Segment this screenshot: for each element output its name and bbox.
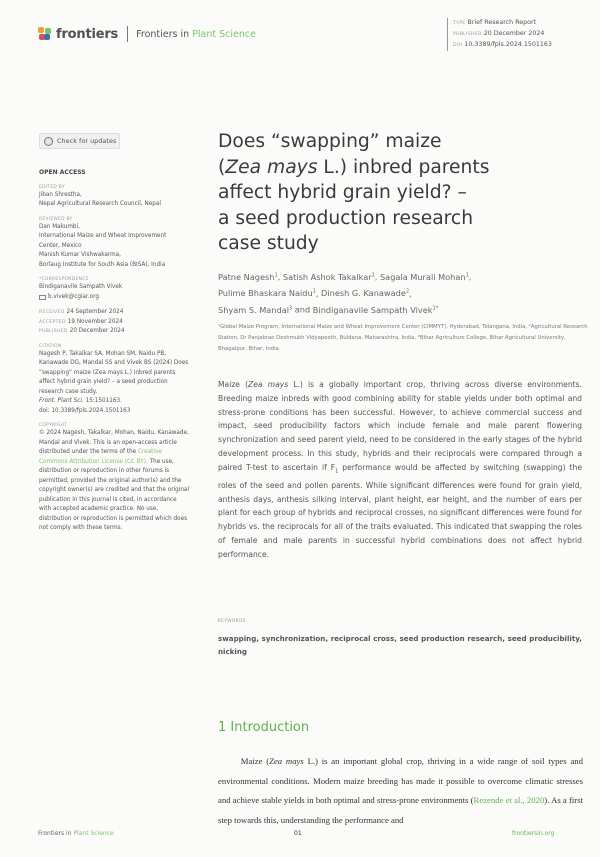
author[interactable]: Pulime Bhaskara Naidu$^1$ <box>218 288 316 299</box>
keywords-label: KEYWORDS <box>218 619 246 624</box>
doi-value[interactable]: 10.3389/fpls.2024.1501163 <box>464 41 552 48</box>
footer-journal-prefix: Frontiers in <box>38 830 72 837</box>
doi-label: DOI <box>453 43 463 48</box>
correspondence-name: Bindiganavile Sampath Vivek <box>39 284 123 290</box>
edited-by-label: EDITED BY <box>39 184 65 190</box>
article-doi <box>453 40 552 51</box>
affiliations: ¹Global Maize Program, International Maize and Wheat Improvement Center (CIMMYT), Hyderabad, Telangana, India, ²Agricultural Research Station, Dr Panjabrao Deshmukh Vidyapeeth, Buldana, Maharashtra, India, ³Bihar Agriculture College, Bihar Agricultural University, Bhagalpur, Bihar, India <box>218 324 588 352</box>
type-label: TYPE <box>453 21 466 26</box>
title-species: Zea mays <box>225 156 318 178</box>
abstract: Maize (Zea mays L.) is a globally important crop, thriving across diverse environments. Breeding maize inbreds with good combining ability for stable yields under both optimal and stress-prone conditions has been successful. However, to achieve commercial success and impact, seed producibility factors which include female and male parent flowering synchronization and seed parent yield, need to be considered in the early stages of the hybrid development process. In this study, hybrids and their reciprocals were compared through a paired T-test to ascertain if $F_1$ performance would be affected by switching (swapping) the roles of the seed and pollen parents. While significant differences were found for grain yield, anthesis days, anthesis silking interval, plant height, ear height, and the number of ears per plant for each group of hybrids and reciprocal crosses, no significant differences were found for hybrids vs. the reciprocals for all of the traits evaluated. This indicated that swapping the roles of female and male parents in successful hybrid combinations does not affect hybrid performance. <box>218 380 582 559</box>
journal-name <box>136 29 256 40</box>
logo-divider <box>127 26 128 42</box>
cc-license-link[interactable]: Creative Commons Attribution License (CC BY). <box>39 449 162 465</box>
title-line: a seed production research <box>218 207 474 229</box>
frontiers-logo-icon <box>38 27 52 41</box>
citation-label: CITATION <box>39 343 62 349</box>
author[interactable]: Sagala Murali Mohan$^1$ <box>379 271 469 282</box>
sidebar-published-label: PUBLISHED <box>39 329 68 334</box>
accepted-value: 19 November 2024 <box>67 318 123 325</box>
journal-title: Plant Science <box>192 28 256 40</box>
citation-text: Nagesh P, Takalkar SA, Mohan SM, Naidu PB, Kanawade DG, Mandal SS and Vivek BS (2024) Does “swapping” maize (Zea mays L.) inbred parents affect hybrid grain yield? – a seed production research case study. <box>39 350 189 395</box>
introduction-text: Maize (Zea mays L.) is an important global crop, thriving in a wide range of soil types and environmental conditions. Modern maize breeding has made it possible to overcome climatic stresses and achieve stable yields in both optimal and stress-prone environments (Rezende et al., 2020). As a first step towards this, understanding the performance and <box>218 756 583 825</box>
received-date <box>39 308 189 318</box>
section-heading-introduction: 1 Introduction <box>218 720 310 735</box>
abstract-species: Zea mays <box>248 380 289 389</box>
citation-doi[interactable]: doi: 10.3389/fpls.2024.1501163 <box>39 407 131 414</box>
author[interactable]: Satish Ashok Takalkar$^1$ <box>282 271 375 282</box>
received-value: 24 September 2024 <box>66 309 124 315</box>
reviewed-by-label: REVIEWED BY <box>39 216 73 222</box>
footer-journal-name: Plant Science <box>73 830 114 837</box>
page-number: 01 <box>294 830 302 837</box>
correspondence-email-row[interactable] <box>39 293 189 303</box>
correspondence-email[interactable]: b.vivek@cgiar.org <box>48 293 99 300</box>
received-label: RECEIVED <box>39 310 65 315</box>
published-label: PUBLISHED <box>453 32 482 37</box>
title-line: Does “swapping” maize <box>218 131 442 152</box>
editor-affiliation: Nepal Agricultural Research Council, Nepal <box>39 201 161 207</box>
reviewer-name: Dan Makumbi, <box>39 223 80 230</box>
citation-journal: Front. Plant Sci. <box>39 398 84 404</box>
intro-species: Zea mays <box>269 756 304 766</box>
publisher-logo[interactable] <box>38 26 256 42</box>
copyright-text-1: © 2024 Nagesh, Takalkar, Mohan, Naidu, Kanawade, Mandal and Vivek. This is an open-access article distributed under the terms of the <box>39 430 189 455</box>
reviewer-affiliation: International Maize and Wheat Improvement Center, Mexico <box>39 233 167 249</box>
article-title <box>218 129 538 257</box>
type-value: Brief Research Report <box>467 19 537 26</box>
check-updates-label: Check for updates <box>57 137 117 145</box>
published-date <box>39 327 189 337</box>
title-rest: L.) inbred parents <box>323 156 490 178</box>
sidebar-published-value: 20 December 2024 <box>69 328 125 334</box>
author[interactable]: Shyam S. Mandal$^3$ <box>218 305 293 316</box>
author-list: Patne Nagesh$^1$, Satish Ashok Takalkar$^1$, Sagala Murali Mohan$^1$, Pulime Bhaskara Naidu$^1$, Dinesh G. Kanawade$^2$, Shyam S. Mandal$^3$ and Bindiganavile Sampath Vivek$^{1*}$ <box>218 271 472 316</box>
keywords: swapping, synchronization, reciprocal cross, seed production research, seed producibility, nicking <box>218 634 582 656</box>
article-published <box>453 29 552 40</box>
open-access-label: OPEN ACCESS <box>39 169 86 176</box>
email-icon <box>39 295 46 300</box>
journal-prefix: Frontiers in <box>136 28 190 40</box>
editor-name: Jiban Shrestha, <box>39 191 82 198</box>
citation-volume: 15:1501163. <box>85 398 122 404</box>
crossmark-icon <box>44 137 53 146</box>
author[interactable]: Bindiganavile Sampath Vivek$^{1*}$ <box>312 305 439 316</box>
title-line: affect hybrid grain yield? – <box>218 182 467 203</box>
sidebar-info <box>39 168 189 534</box>
title-line: (Zea mays L.) inbred parents <box>218 156 490 178</box>
footer-journal <box>38 830 114 837</box>
citation-link[interactable]: Rezende et al., 2020 <box>473 795 545 805</box>
article-meta <box>447 18 552 51</box>
check-for-updates-button[interactable] <box>39 133 120 149</box>
copyright-text <box>39 429 189 534</box>
title-line: case study <box>218 233 319 254</box>
copyright-label: COPYRIGHT <box>39 423 68 428</box>
copyright-text-2: The use, distribution or reproduction in other forums is permitted, provided the original author(s) and the copyright owner(s) are credited and that the original publication in this journal is cited, in accordance with accepted academic practice. No use, distribution or reproduction is permitted which does not comply with these terms. <box>39 458 189 531</box>
logo-text: frontiers <box>56 26 119 42</box>
reviewer-affiliation: Borlaug Institute for South Asia (BISA), India <box>39 261 166 268</box>
accepted-date <box>39 318 189 328</box>
article-type <box>453 18 552 29</box>
author[interactable]: Patne Nagesh$^1$ <box>218 271 278 282</box>
footer-site-link[interactable]: frontiersin.org <box>512 830 555 837</box>
reviewer-name: Manish Kumar Vishwakarma, <box>39 252 121 258</box>
author[interactable]: Dinesh G. Kanawade$^2$ <box>321 288 410 299</box>
correspondence-label: *CORRESPONDENCE <box>39 277 89 282</box>
published-value: 20 December 2024 <box>483 30 545 37</box>
accepted-label: ACCEPTED <box>39 319 66 325</box>
